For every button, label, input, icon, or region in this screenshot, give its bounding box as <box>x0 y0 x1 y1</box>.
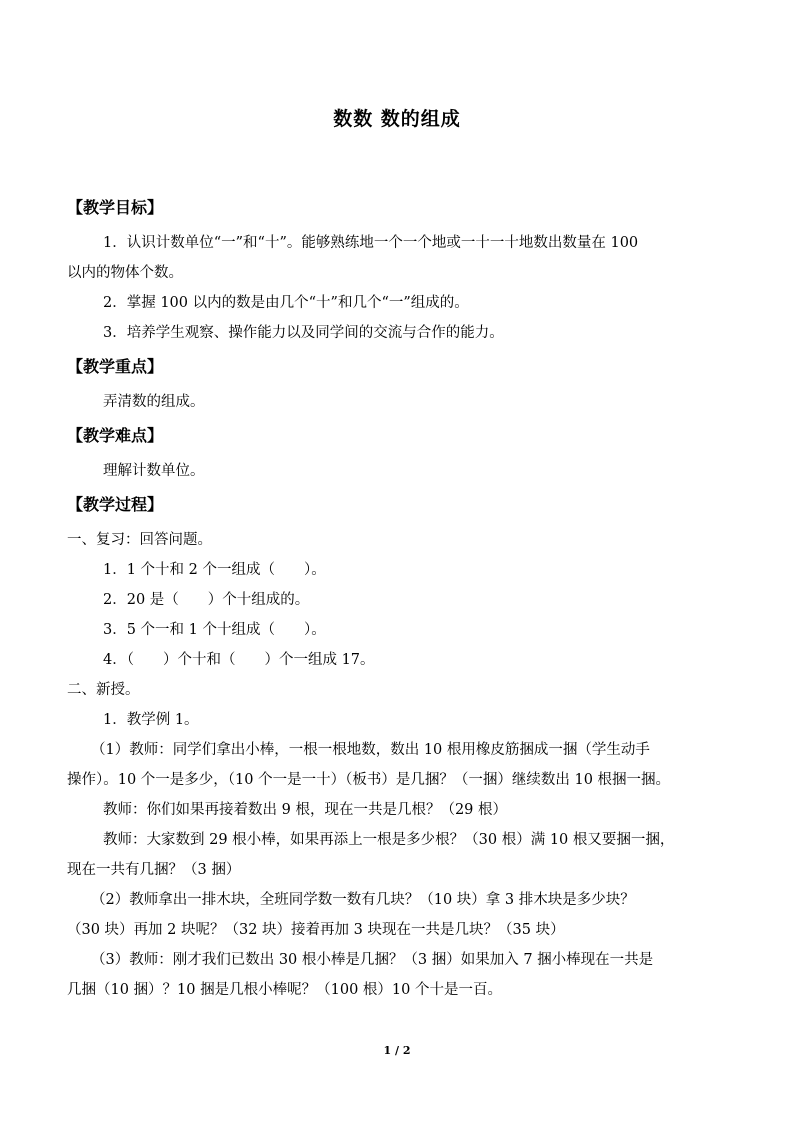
key-point-line: 弄清数的组成。 <box>103 394 205 410</box>
document-title: 数数 数的组成 <box>333 108 461 130</box>
objectives-heading: 【教学目标】 <box>67 198 164 217</box>
new-lesson-line: （30 块）再加 2 块呢？（32 块）接着再加 3 块现在一共是几块？（35 块） <box>67 922 565 938</box>
review-question: 1．1 个十和 2 个一组成（ ）。 <box>103 562 326 578</box>
new-lesson-line: 教师：大家数到 29 根小棒，如果再添上一根是多少根？（30 根）满 10 根又要捆一捆， <box>103 832 675 848</box>
new-lesson-line: （3）教师：刚才我们已数出 30 根小棒是几捆？（3 捆）如果加入 7 捆小棒现在一共是 <box>91 952 654 968</box>
page-number: 1 / 2 <box>383 1044 411 1057</box>
review-title: 一、复习：回答问题。 <box>67 532 212 548</box>
review-question: 4．（ ）个十和（ ）个一组成 17。 <box>103 652 375 668</box>
difficulties-heading: 【教学难点】 <box>67 426 164 445</box>
new-lesson-line: （1）教师：同学们拿出小棒，一根一根地数，数出 10 根用橡皮筋捆成一捆（学生动手 <box>91 742 650 758</box>
difficulty-line: 理解计数单位。 <box>103 463 205 479</box>
new-lesson-line: 教师：你们如果再接着数出 9 根，现在一共是几根？（29 根） <box>103 802 508 818</box>
objective-line: 1．认识计数单位“一”和“十”。能够熟练地一个一个地或一十一十地数出数量在 100 <box>103 235 639 251</box>
objective-line: 3．培养学生观察、操作能力以及同学间的交流与合作的能力。 <box>103 325 504 341</box>
document-body <box>67 192 727 1005</box>
new-lesson-line: （2）教师拿出一排木块，全班同学数一数有几块？（10 块）拿 3 排木块是多少块？ <box>91 892 635 908</box>
new-lesson-line: 现在一共有几捆？（3 捆） <box>67 862 241 878</box>
new-lesson-line: 操作）。10 个一是多少，（10 个一是一十）（板书）是几捆？（一捆）继续数出 10 根捆一捆。 <box>67 772 671 788</box>
review-question: 2．20 是（ ）个十组成的。 <box>103 592 310 608</box>
new-lesson-line: 几捆（10 捆）？10 捆是几根小棒呢？（100 根）10 个十是一百。 <box>67 982 502 998</box>
key-points-heading: 【教学重点】 <box>67 357 164 376</box>
objective-line: 2．掌握 100 以内的数是由几个“十”和几个“一”组成的。 <box>103 295 469 311</box>
new-lesson-title: 二、新授。 <box>67 682 140 698</box>
process-heading: 【教学过程】 <box>67 495 164 514</box>
review-question: 3．5 个一和 1 个十组成（ ）。 <box>103 622 326 638</box>
new-lesson-line: 1．教学例 1。 <box>103 712 199 728</box>
objective-line: 以内的物体个数。 <box>67 265 183 281</box>
